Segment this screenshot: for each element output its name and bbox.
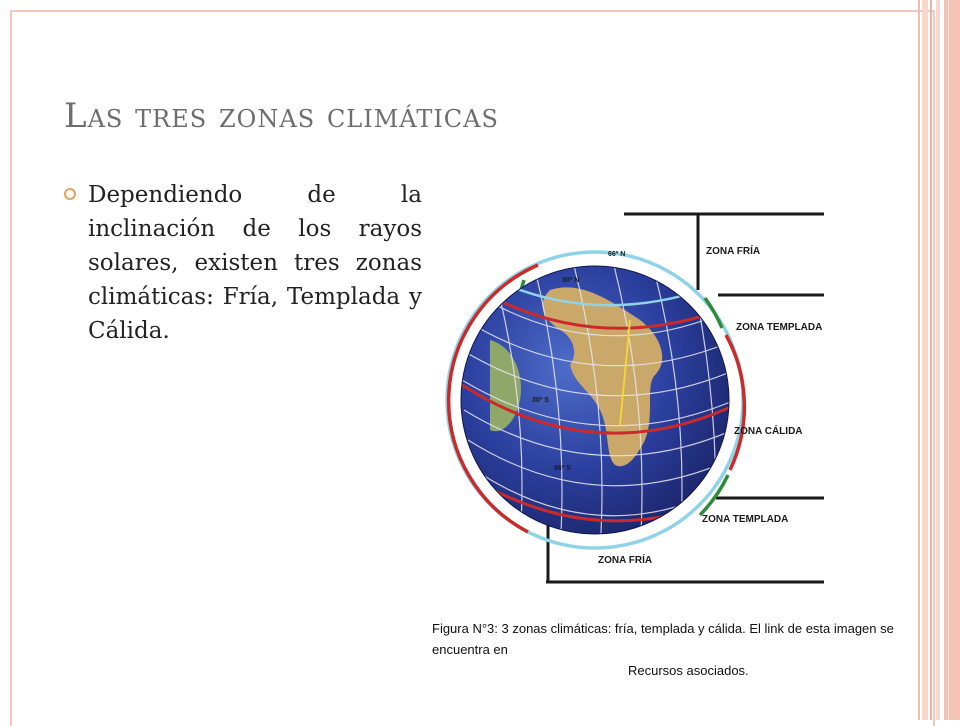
decorative-stripe (948, 0, 949, 720)
climate-zones-illustration (430, 170, 930, 610)
figure-caption (432, 618, 927, 681)
decorative-stripe (930, 0, 932, 720)
latitude-label: 66º N (608, 251, 626, 258)
zone-label-cold-top: ZONA FRÍA (706, 246, 761, 257)
zone-label-temperate-top: ZONA TEMPLADA (736, 322, 823, 333)
slide-title: Las tres zonas climáticas (64, 96, 499, 136)
globe-icon (461, 250, 735, 550)
zone-label-temperate-bottom: ZONA TEMPLADA (702, 514, 789, 525)
figure-caption-line2: Recursos asociados. (628, 663, 749, 678)
bullet-text: Dependiendo de la inclinación de los rayos solares, existen tres zonas climáticas: Fría, Templada y Cálida. (88, 182, 422, 344)
decorative-stripe (944, 0, 960, 720)
zone-label-warm: ZONA CÁLIDA (734, 426, 803, 437)
latitude-label: 66º S (554, 465, 571, 472)
decorative-stripe (936, 0, 940, 720)
latitude-label: 30º N (562, 277, 580, 284)
bullet-circle-icon (64, 188, 76, 200)
climate-zones-figure (430, 170, 930, 678)
latitude-label: 30º S (532, 397, 549, 404)
zone-label-cold-bottom: ZONA FRÍA (598, 555, 653, 566)
figure-caption-line1: Figura N°3: 3 zonas climáticas: fría, templada y cálida. El link de esta imagen se encuentra en (432, 621, 894, 657)
